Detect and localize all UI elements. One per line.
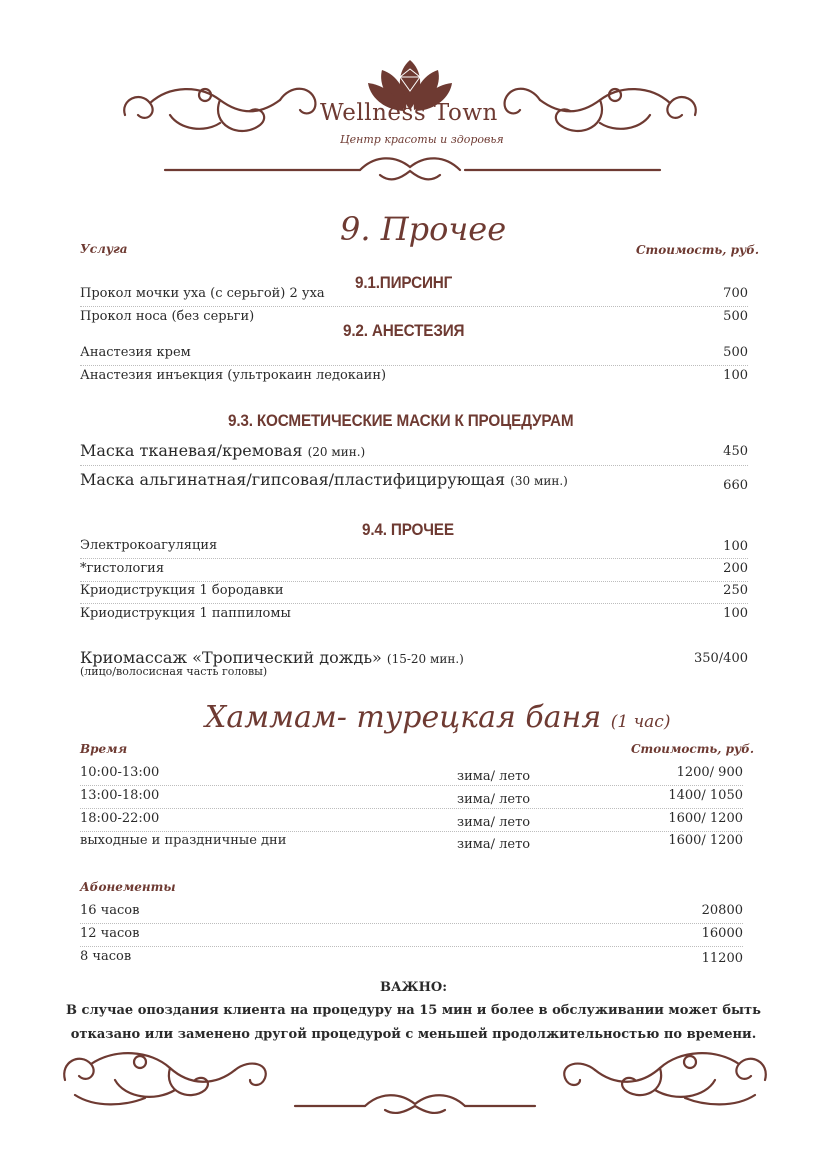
slot-price: 1400/ 1050 — [668, 788, 743, 803]
service-price: 700 — [723, 286, 748, 301]
time-slot: выходные и праздничные дни — [80, 833, 287, 848]
service-name: *гистология — [80, 561, 165, 576]
table-row — [80, 809, 743, 832]
footer-ornament — [55, 1040, 775, 1120]
list-item — [80, 559, 748, 582]
service-duration: (15-20 мин.) — [386, 652, 464, 666]
list-item — [80, 536, 748, 559]
season: зима/ лето — [457, 769, 531, 784]
table-row — [80, 924, 743, 947]
important-title: ВАЖНО: — [379, 980, 448, 995]
service-price: 660 — [723, 478, 748, 493]
important-line-2: отказано или заменено другой процедурой с меньшей продолжительностью по времени. — [70, 1027, 757, 1042]
anesthesia-title: 9.2. АНЕСТЕЗИЯ — [343, 321, 465, 340]
cost-header: Стоимость, руб. — [636, 243, 760, 257]
masks-title: 9.3. КОСМЕТИЧЕСКИЕ МАСКИ К ПРОЦЕДУРАМ — [228, 411, 574, 430]
service-price: 500 — [723, 309, 748, 324]
service-price: 450 — [723, 444, 748, 459]
service-name: Криодиструкция 1 бородавки — [80, 583, 284, 598]
service-price: 100 — [723, 606, 748, 621]
service-name: Анастезия крем — [80, 345, 191, 360]
table-row — [80, 831, 743, 853]
important-line-1: В случае опоздания клиента на процедуру на 15 мин и более в обслуживании может быть — [66, 1003, 761, 1018]
section-title: 9. Прочее — [340, 210, 507, 248]
subscription-name: 8 часов — [80, 949, 132, 964]
hammam-duration: (1 час) — [610, 712, 671, 732]
hammam-cost-header: Стоимость, руб. — [631, 742, 755, 756]
subscription-price: 11200 — [701, 951, 743, 966]
piercing-title: 9.1.ПИРСИНГ — [355, 273, 453, 292]
slot-price: 1600/ 1200 — [668, 833, 743, 848]
subscription-price: 20800 — [701, 903, 743, 918]
list-item — [80, 646, 748, 682]
brand-name: Wellness Town — [320, 100, 498, 126]
service-price: 200 — [723, 561, 748, 576]
subscriptions-header: Абонементы — [80, 880, 176, 894]
slot-price: 1600/ 1200 — [668, 811, 743, 826]
service-price: 250 — [723, 583, 748, 598]
service-name: Электрокоагуляция — [80, 538, 218, 553]
season: зима/ лето — [457, 792, 531, 807]
service-duration: (30 мин.) — [510, 474, 568, 488]
service-name: Криомассаж «Тропический дождь» — [80, 648, 382, 667]
service-name: Маска альгинатная/гипсовая/пластифицирующая — [80, 470, 506, 489]
hammam-title — [205, 700, 670, 735]
list-item — [80, 366, 748, 388]
table-row — [80, 947, 743, 969]
subscription-name: 12 часов — [80, 926, 140, 941]
season: зима/ лето — [457, 837, 531, 852]
service-header: Услуга — [80, 242, 128, 256]
service-price: 350/400 — [693, 651, 748, 666]
slot-price: 1200/ 900 — [676, 765, 743, 780]
service-subnote: (лицо/волосисная часть головы) — [80, 665, 268, 678]
time-slot: 18:00-22:00 — [80, 811, 160, 826]
season: зима/ лето — [457, 815, 531, 830]
service-name: Прокол мочки уха (с серьгой) 2 уха — [80, 286, 325, 301]
service-name: Криодиструкция 1 паппиломы — [80, 606, 291, 621]
brand-tagline: Центр красоты и здоровья — [340, 133, 504, 146]
hammam-title-text: Хаммам- турецкая баня — [205, 700, 602, 735]
list-item — [80, 284, 748, 307]
service-price: 100 — [723, 368, 748, 383]
list-item — [80, 604, 748, 626]
service-name: Прокол носа (без серьги) — [80, 309, 255, 324]
table-row — [80, 786, 743, 809]
list-item — [80, 439, 748, 466]
service-duration: (20 мин.) — [307, 445, 366, 459]
subscription-price: 16000 — [701, 926, 743, 941]
service-name: Анастезия инъекция (ультрокаин ледокаин) — [80, 368, 387, 383]
list-item — [80, 581, 748, 604]
list-item — [80, 343, 748, 366]
table-row — [80, 763, 743, 786]
service-price: 500 — [723, 345, 748, 360]
service-name: Маска тканевая/кремовая — [80, 441, 303, 460]
time-slot: 13:00-18:00 — [80, 788, 160, 803]
table-row — [80, 901, 743, 924]
time-header: Время — [80, 742, 128, 756]
service-price: 100 — [723, 539, 748, 554]
other-title: 9.4. ПРОЧЕЕ — [362, 520, 454, 539]
time-slot: 10:00-13:00 — [80, 765, 160, 780]
list-item — [80, 468, 748, 494]
subscription-name: 16 часов — [80, 903, 140, 918]
